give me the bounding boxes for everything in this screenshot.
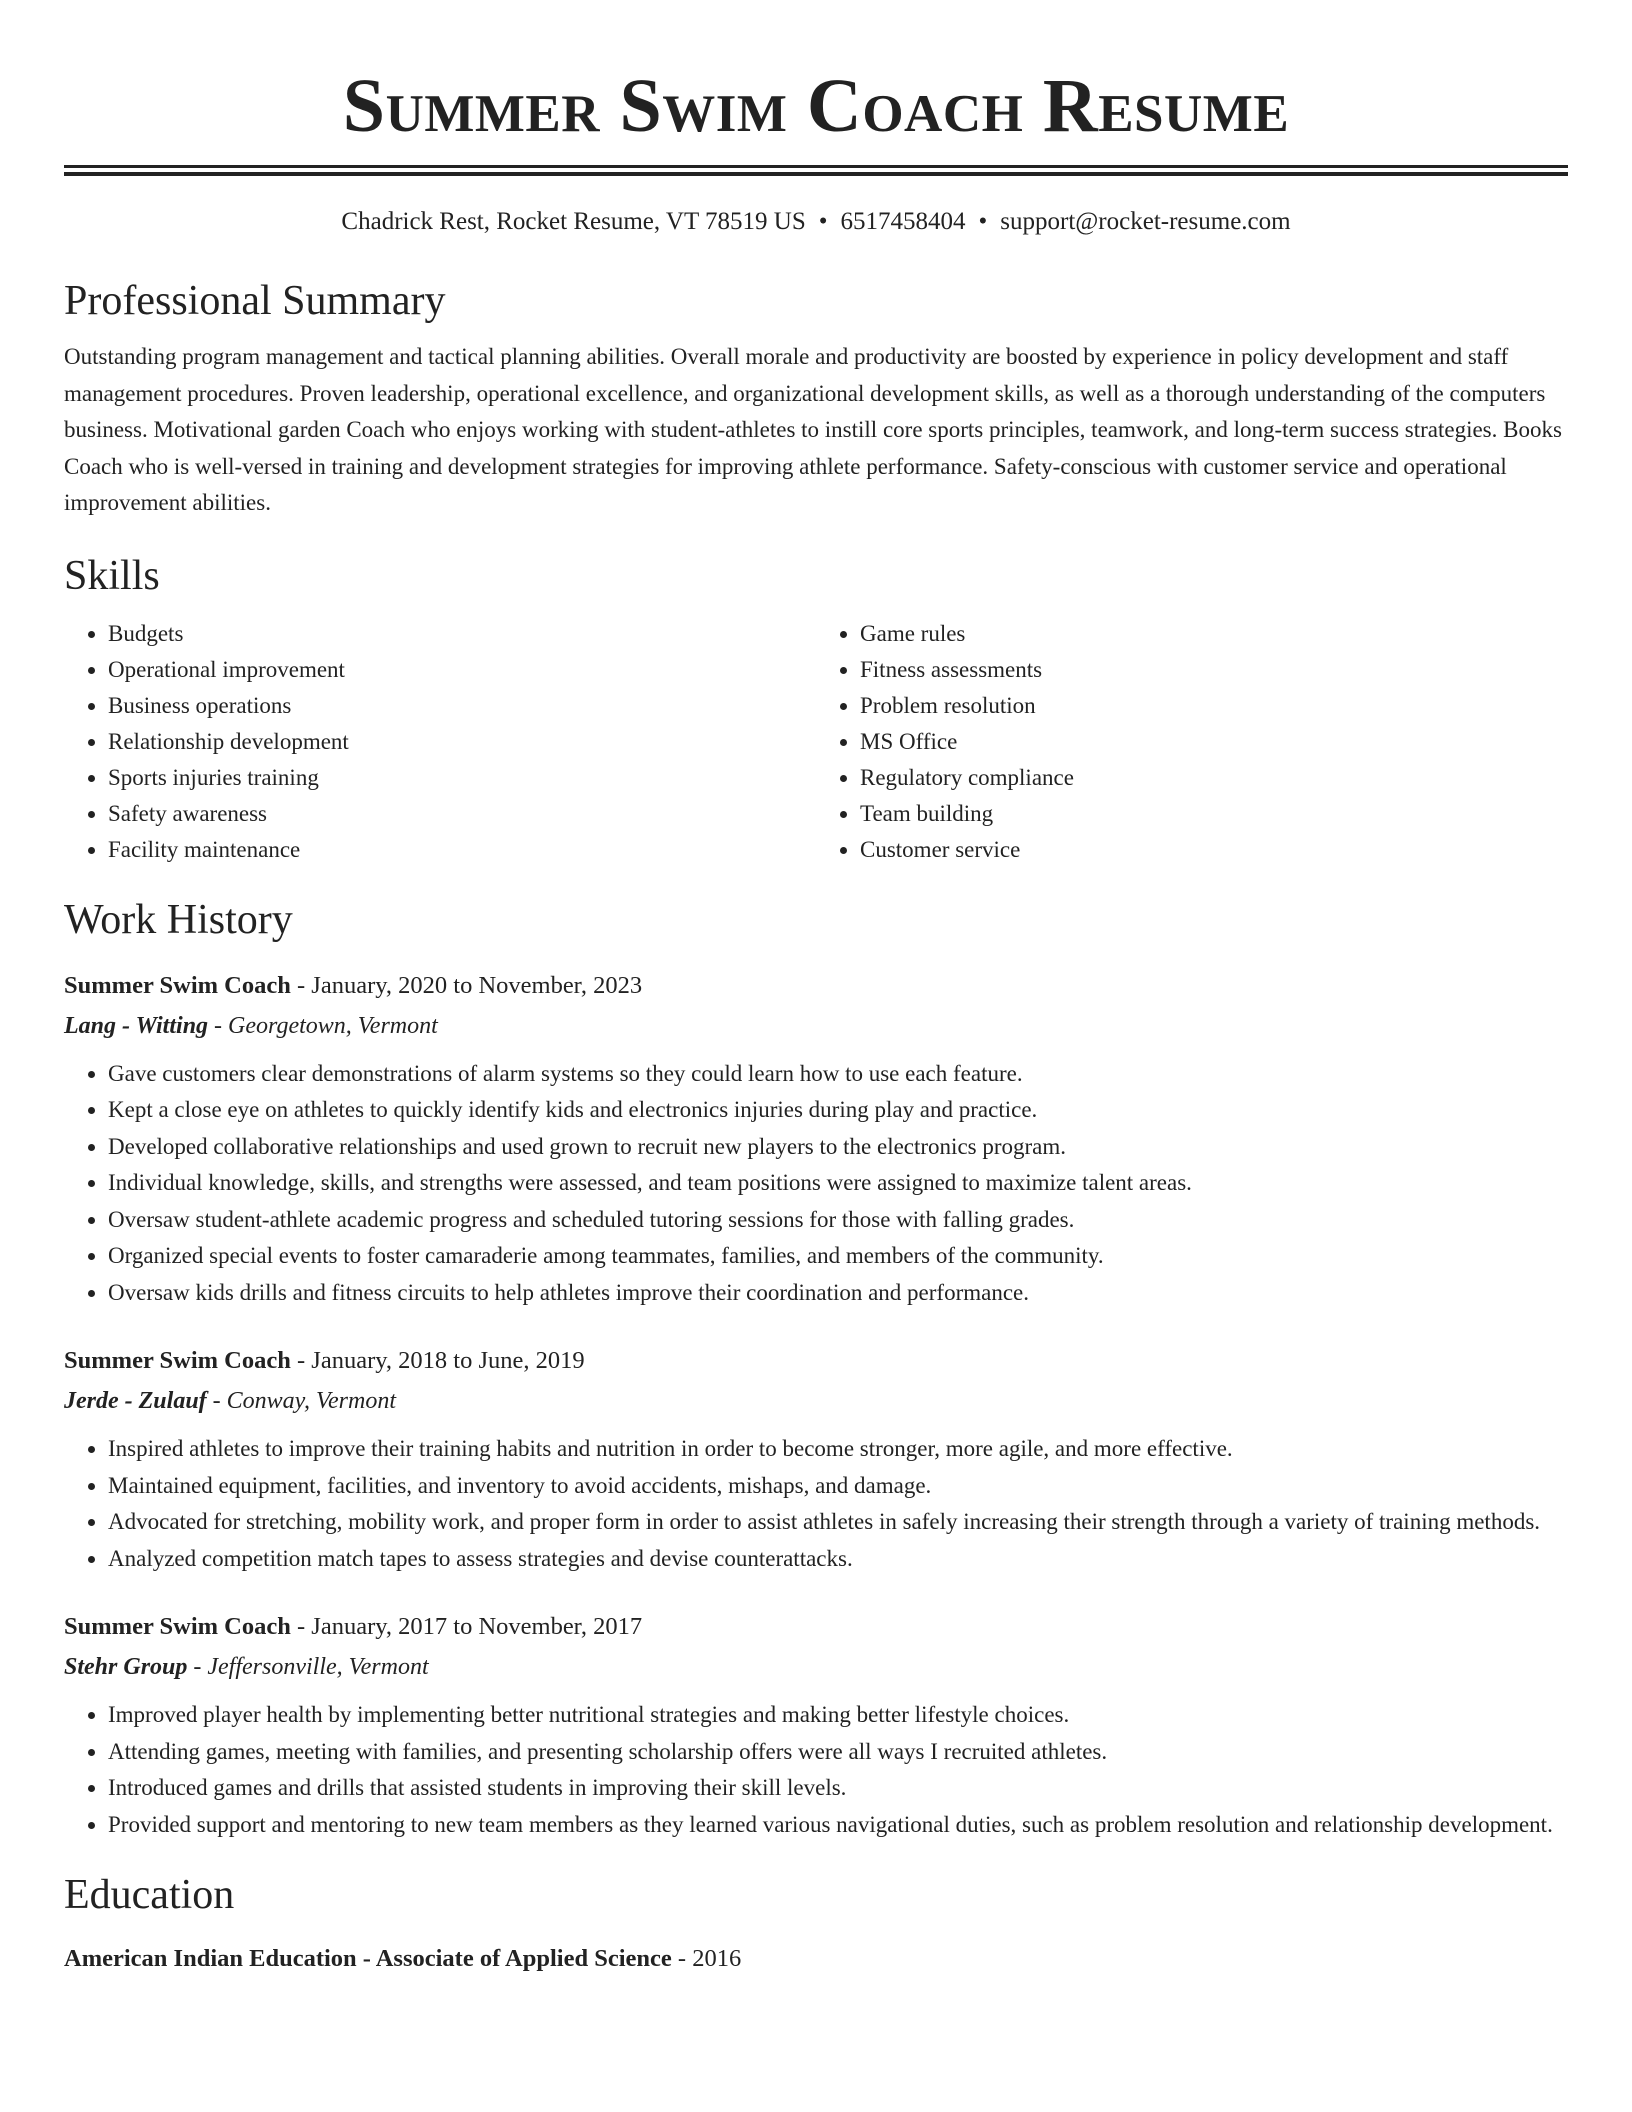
skill-item: • Budgets — [108, 616, 816, 652]
education-heading: Education — [64, 1872, 235, 1918]
skill-item: • Problem resolution — [860, 688, 1568, 724]
skill-item: • Sports injuries training — [108, 760, 816, 796]
job-company-line — [64, 1381, 1568, 1421]
job-entry — [64, 1607, 1568, 1843]
skill-item: • Game rules — [860, 616, 1568, 652]
job-title: Summer Swim Coach — [64, 1347, 291, 1374]
skill-item: • Facility maintenance — [108, 832, 816, 868]
job-company: Stehr Group — [64, 1654, 188, 1680]
education-school: American Indian Education - Associate of Applied Science — [64, 1945, 672, 1972]
contact-email: support@rocket-resume.com — [1000, 208, 1291, 235]
job-dates: January, 2020 to November, 2023 — [311, 971, 643, 999]
job-bullets — [64, 1697, 1568, 1843]
skills-column-right — [816, 616, 1568, 868]
job-bullet: • Developed collaborative relationships and used grown to recruit new players to the electronics program. — [108, 1129, 1568, 1166]
job-title: Summer Swim Coach — [64, 971, 291, 999]
job-bullet: • Introduced games and drills that assisted students in improving their skill levels. — [108, 1770, 1568, 1807]
contact-address: Chadrick Rest, Rocket Resume, VT 78519 US — [341, 208, 806, 235]
work-history-heading: Work History — [64, 896, 293, 943]
job-dash: - — [206, 1388, 227, 1414]
education-dash: - — [671, 1945, 693, 1972]
skill-item: • Fitness assessments — [860, 652, 1568, 688]
skill-item: • Customer service — [860, 832, 1568, 868]
skill-item: • Team building — [860, 796, 1568, 832]
resume-title: Summer Swim Coach Resume — [342, 64, 1290, 148]
job-dash: - — [208, 1012, 229, 1039]
job-bullet: • Advocated for stretching, mobility work, and proper form in order to assist athletes in safely increasing their strength through a variety of training methods. — [108, 1504, 1568, 1541]
skills-column-left — [64, 616, 816, 868]
job-bullet: • Provided support and mentoring to new team members as they learned various navigational duties, such as problem resolution and relationship development. — [108, 1807, 1568, 1844]
job-bullet: • Oversaw student-athlete academic progress and scheduled tutoring sessions for those with falling grades. — [108, 1202, 1568, 1239]
skill-item: • MS Office — [860, 724, 1568, 760]
resume-page — [64, 0, 1568, 1979]
job-location: Georgetown, Vermont — [228, 1012, 438, 1039]
job-dash: - — [290, 1347, 312, 1374]
job-title-line — [64, 1607, 1568, 1647]
summary-heading: Professional Summary — [64, 278, 446, 324]
job-dash: - — [187, 1654, 208, 1680]
job-company: Jerde - Zulauf — [64, 1388, 207, 1414]
job-bullets — [64, 1431, 1568, 1577]
job-title: Summer Swim Coach — [64, 1613, 291, 1640]
job-location: Conway, Vermont — [226, 1388, 396, 1414]
contact-phone: 6517458404 — [840, 208, 966, 235]
job-bullet: • Maintained equipment, facilities, and inventory to avoid accidents, mishaps, and damage. — [108, 1468, 1568, 1505]
contact-separator: • — [978, 208, 988, 235]
job-bullets — [64, 1056, 1568, 1312]
skill-item: • Business operations — [108, 688, 816, 724]
job-dates: January, 2018 to June, 2019 — [311, 1347, 585, 1374]
job-title-line — [64, 1341, 1568, 1381]
job-bullet: • Improved player health by implementing better nutritional strategies and making better lifestyle choices. — [108, 1697, 1568, 1734]
job-bullet: • Oversaw kids drills and fitness circuits to help athletes improve their coordination and performance. — [108, 1275, 1568, 1312]
contact-line — [64, 205, 1568, 239]
title-divider — [64, 165, 1568, 176]
job-company-line — [64, 1006, 1568, 1046]
job-bullet: • Inspired athletes to improve their training habits and nutrition in order to become stronger, more agile, and more effective. — [108, 1431, 1568, 1468]
job-dash: - — [290, 971, 312, 999]
job-dash: - — [290, 1613, 312, 1640]
job-bullet: • Kept a close eye on athletes to quickly identify kids and electronics injuries during play and practice. — [108, 1092, 1568, 1129]
job-bullet: • Individual knowledge, skills, and strengths were assessed, and team positions were assigned to maximize talent areas. — [108, 1165, 1568, 1202]
job-bullet: • Attending games, meeting with families, and presenting scholarship offers were all ways I recruited athletes. — [108, 1734, 1568, 1771]
job-dates: January, 2017 to November, 2017 — [311, 1613, 643, 1640]
skill-item: • Safety awareness — [108, 796, 816, 832]
job-bullet: • Gave customers clear demonstrations of alarm systems so they could learn how to use each feature. — [108, 1056, 1568, 1093]
job-company: Lang - Witting — [64, 1012, 209, 1039]
job-location: Jeffersonville, Vermont — [207, 1654, 429, 1680]
skill-item: • Regulatory compliance — [860, 760, 1568, 796]
skill-item: • Operational improvement — [108, 652, 816, 688]
job-entry — [64, 1341, 1568, 1577]
job-bullet: • Analyzed competition match tapes to assess strategies and devise counterattacks. — [108, 1541, 1568, 1578]
skills-heading: Skills — [64, 552, 160, 599]
education-year: 2016 — [692, 1945, 742, 1972]
education-entry — [64, 1939, 1568, 1979]
summary-text: Outstanding program management and tactical planning abilities. Overall morale and productivity are boosted by experience in policy development and staff management procedures. Proven leadership, operational excellence, and organizational development skills, as well as a thorough understanding of the computers business. Motivational garden Coach who enjoys working with student-athletes to instill core sports principles, teamwork, and long-term success strategies. Books Coach who is well-versed in training and development strategies for improving athlete performance. Safety-conscious with customer service and operational improvement abilities. — [64, 344, 1562, 515]
job-title-line — [64, 966, 1568, 1006]
job-bullet: • Organized special events to foster camaraderie among teammates, families, and members of the community. — [108, 1238, 1568, 1275]
job-entry — [64, 966, 1568, 1312]
skills-list — [64, 616, 1568, 868]
skill-item: • Relationship development — [108, 724, 816, 760]
job-company-line — [64, 1647, 1568, 1687]
contact-separator: • — [818, 208, 828, 235]
